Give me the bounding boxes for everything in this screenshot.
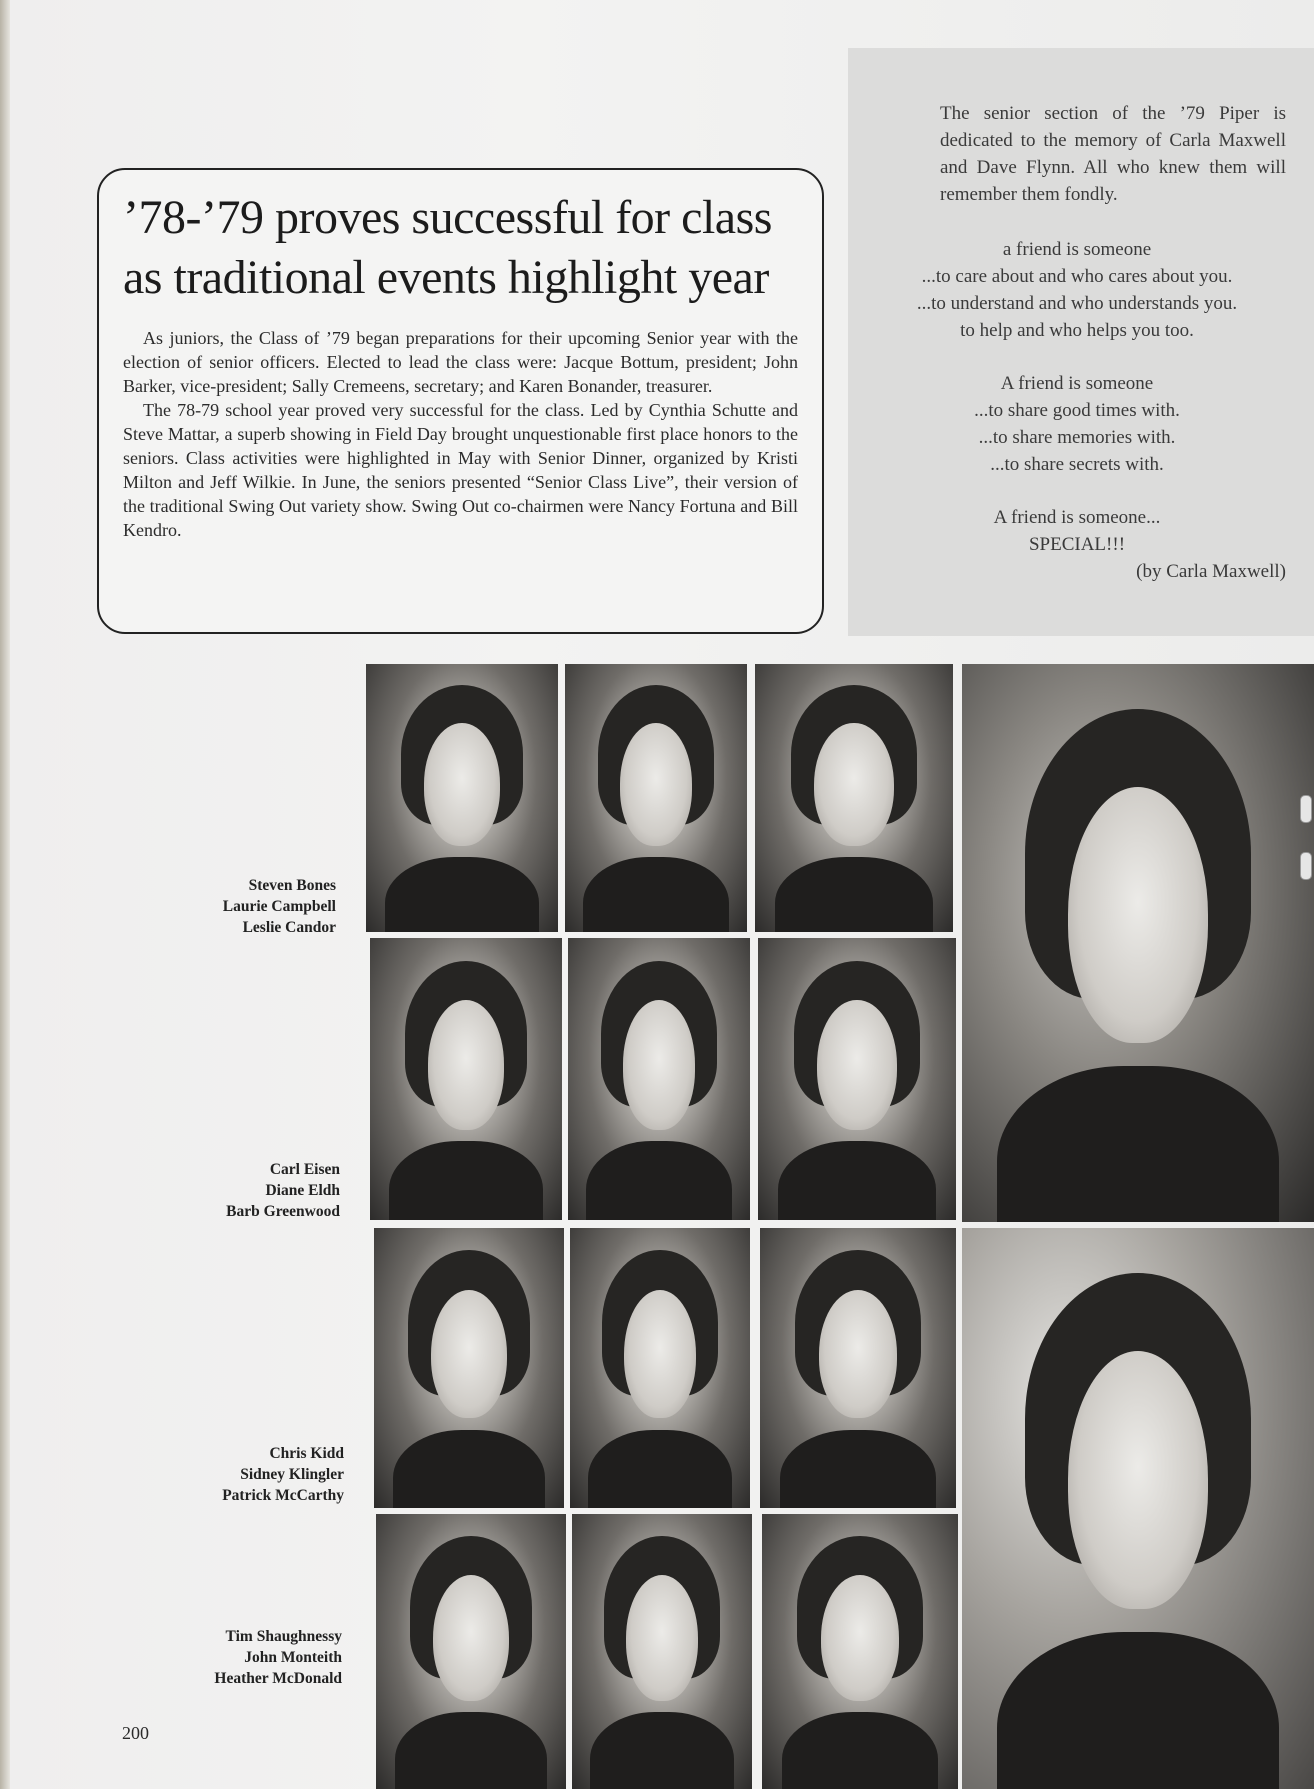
page-edge <box>0 0 10 1789</box>
portrait-photo <box>762 1514 958 1789</box>
poem-line: ...to share secrets with. <box>990 454 1164 475</box>
student-name: Carl Eisen <box>269 1161 340 1178</box>
portrait-photo <box>758 938 956 1220</box>
student-name: Sidney Klingler <box>240 1466 344 1483</box>
student-name: Tim Shaughnessy <box>225 1628 342 1645</box>
dedication-intro: The senior section of the ’79 Piper is dedicated to the memory of Carla Maxwell and Dave Flynn. All who knew them will remember them fondly. <box>940 103 1286 205</box>
student-name: Leslie Candor <box>242 919 336 936</box>
student-name: Chris Kidd <box>269 1445 344 1462</box>
poem-stanza-3 <box>868 504 1286 558</box>
dedication-panel <box>848 48 1314 636</box>
poem-stanza-2 <box>868 370 1286 478</box>
headline-line-2: as traditional events highlight year <box>123 251 769 304</box>
binder-hole <box>1300 852 1312 880</box>
portrait-names-row-2 <box>80 1159 340 1222</box>
portrait-photo <box>570 1228 750 1508</box>
portrait-names-row-1 <box>76 875 336 938</box>
portrait-photo <box>366 664 558 932</box>
student-name: Barb Greenwood <box>226 1203 340 1220</box>
poem-stanza-1 <box>868 236 1286 344</box>
student-name: Steven Bones <box>248 877 336 894</box>
portrait-photo <box>565 664 747 932</box>
poem-byline: (by Carla Maxwell) <box>1136 561 1286 582</box>
poem-line: to help and who helps you too. <box>960 320 1194 341</box>
portrait-photo <box>376 1514 566 1789</box>
portrait-names-row-3 <box>84 1443 344 1506</box>
student-name: John Monteith <box>244 1649 342 1666</box>
page-number: 200 <box>122 1723 149 1743</box>
story-headline <box>123 188 798 308</box>
portrait-names-row-4 <box>82 1626 342 1689</box>
portrait-photo <box>370 938 562 1220</box>
student-name: Laurie Campbell <box>222 898 336 915</box>
memorial-portrait <box>962 664 1314 1222</box>
headline-line-1: ’78-’79 proves successful for class <box>123 191 772 244</box>
student-name: Patrick McCarthy <box>222 1487 344 1504</box>
poem-line: A friend is someone <box>1000 373 1154 394</box>
poem-line: SPECIAL!!! <box>1028 534 1126 555</box>
poem-line: ...to share memories with. <box>978 427 1176 448</box>
story-paragraph-2: The 78-79 school year proved very successful for the class. Led by Cynthia Schutte and Steve Mattar, a superb showing in Field Day brought unquestionable first place honors to the seniors. Class activities were highlighted in May with Senior Dinner, organized by Kristi Milton and Jeff Wilkie. In June, the seniors presented “Senior Class Live”, their version of the traditional Swing Out variety show. Swing Out co-chairmen were Nancy Fortuna and Bill Kendro. <box>123 400 798 540</box>
story-paragraph-1: As juniors, the Class of ’79 began preparations for their upcoming Senior year with the election of senior officers. Elected to lead the class were: Jacque Bottum, president; John Barker, vice-president; Sally Cremeens, secretary; and Karen Bonander, treasurer. <box>123 328 798 396</box>
poem-line: a friend is someone <box>1002 239 1152 260</box>
portrait-photo <box>374 1228 564 1508</box>
portrait-photo <box>755 664 953 932</box>
poem-line: ...to share good times with. <box>974 400 1180 421</box>
poem-line: A friend is someone... <box>993 507 1161 528</box>
portrait-photo <box>568 938 750 1220</box>
memorial-portrait <box>962 1228 1314 1789</box>
poem-line: ...to care about and who cares about you. <box>921 266 1233 287</box>
poem-line: ...to understand and who understands you. <box>916 293 1238 314</box>
student-name: Diane Eldh <box>265 1182 340 1199</box>
binder-hole <box>1300 795 1312 823</box>
portrait-photo <box>760 1228 956 1508</box>
story-box <box>97 168 824 634</box>
student-name: Heather McDonald <box>214 1670 342 1687</box>
portrait-photo <box>572 1514 752 1789</box>
